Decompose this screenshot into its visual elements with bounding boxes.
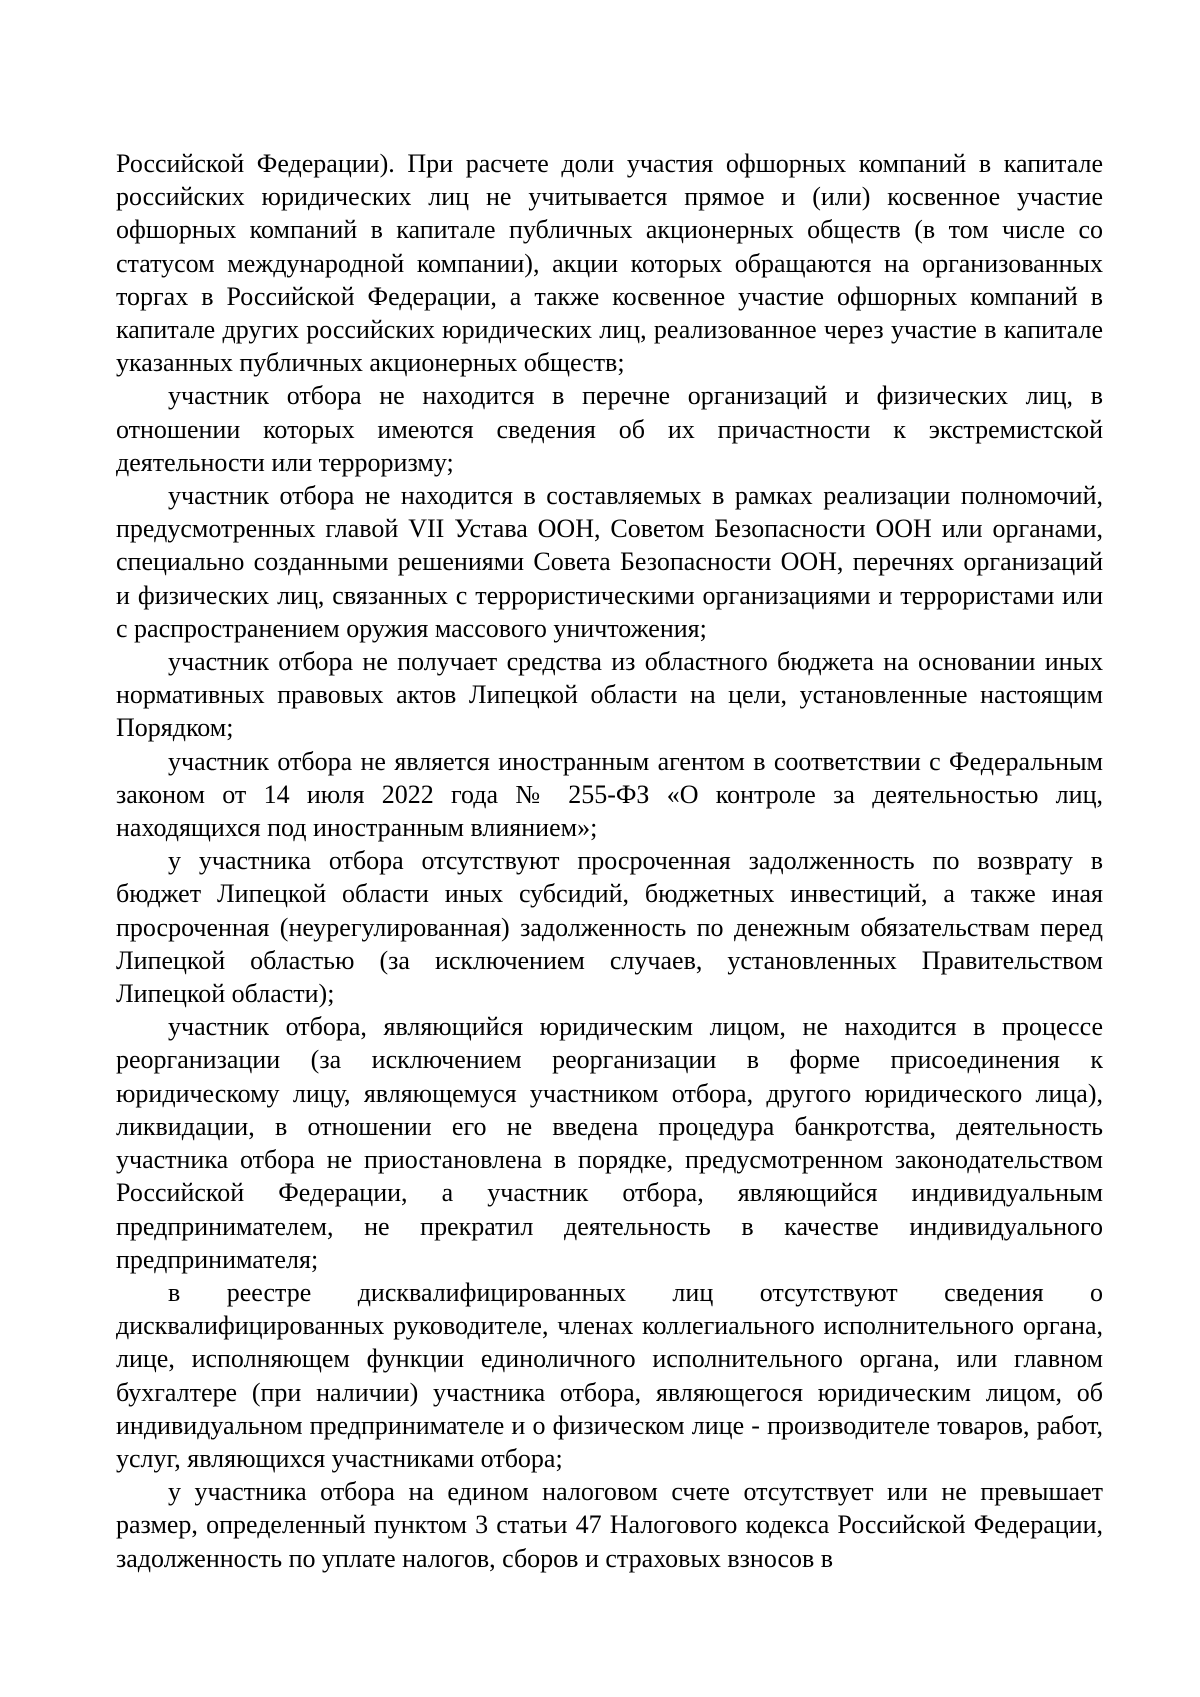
paragraph-extremism-list: участник отбора не находится в перечне организаций и физических лиц, в отношении которых имеются сведения об их причастности к экстремистской деятельности или терроризму; <box>116 381 1103 477</box>
document-body <box>116 147 1103 1575</box>
paragraph-overdue-debt: у участника отбора отсутствуют просроченная задолженность по возврату в бюджет Липецкой области иных субсидий, бюджетных инвестиций, а также иная просроченная (неурегулированная) задолженность по денежным обязательствам перед Липецкой областью (за исключением случаев, установленных Правительством Липецкой области); <box>116 846 1103 1009</box>
paragraph-disqualified-persons: в реестре дисквалифицированных лиц отсутствуют сведения о дисквалифицированных руководителе, членах коллегиального исполнительного органа, лице, исполняющем функции единоличного исполнительного органа, или главном бухгалтере (при наличии) участника отбора, являющегося юридическим лицом, об индивидуальном предпринимателе и о физическом лице - производителе товаров, работ, услуг, являющихся участниками отбора; <box>116 1277 1103 1473</box>
paragraph-tax-account: у участника отбора на едином налоговом счете отсутствует или не превышает размер, определенный пунктом 3 статьи 47 Налогового кодекса Российской Федерации, задолженность по уплате налогов, сборов и страховых взносов в <box>116 1477 1103 1573</box>
paragraph-other-budget-funds: участник отбора не получает средства из областного бюджета на основании иных нормативных правовых актов Липецкой области на цели, установленные настоящим Порядком; <box>116 647 1103 743</box>
paragraph-foreign-agent: участник отбора не является иностранным агентом в соответствии с Федеральным законом от 14 июля 2022 года № 255-ФЗ «О контроле за деятельностью лиц, находящихся под иностранным влиянием»; <box>116 746 1103 843</box>
paragraph-reorganization: участник отбора, являющийся юридическим лицом, не находится в процессе реорганизации (за исключением реорганизации в форме присоединения к юридическому лицу, являющемуся участником отбора, другого юридического лица), ликвидации, в отношении его не введена процедура банкротства, деятельность участника отбора не приостановлена в порядке, предусмотренном законодательством Российской Федерации, а участник отбора, являющийся индивидуальным предпринимателем, не прекратил деятельность в качестве индивидуального предпринимателя; <box>116 1012 1103 1274</box>
paragraph-un-lists: участник отбора не находится в составляемых в рамках реализации полномочий, предусмотренных главой VII Устава ООН, Советом Безопасности ООН или органами, специально созданными решениями Совета Безопасности ООН, перечнях организаций и физических лиц, связанных с террористическими организациями и террористами или с распространением оружия массового уничтожения; <box>116 481 1103 643</box>
paragraph-offshore-participation: Российской Федерации). При расчете доли участия офшорных компаний в капитале российских юридических лиц не учитывается прямое и (или) косвенное участие офшорных компаний в капитале публичных акционерных обществ (в том числе со статусом международной компании), акции которых обращаются на организованных торгах в Российской Федерации, а также косвенное участие офшорных компаний в капитале других российских юридических лиц, реализованное через участие в капитале указанных публичных акционерных обществ; <box>116 149 1103 378</box>
